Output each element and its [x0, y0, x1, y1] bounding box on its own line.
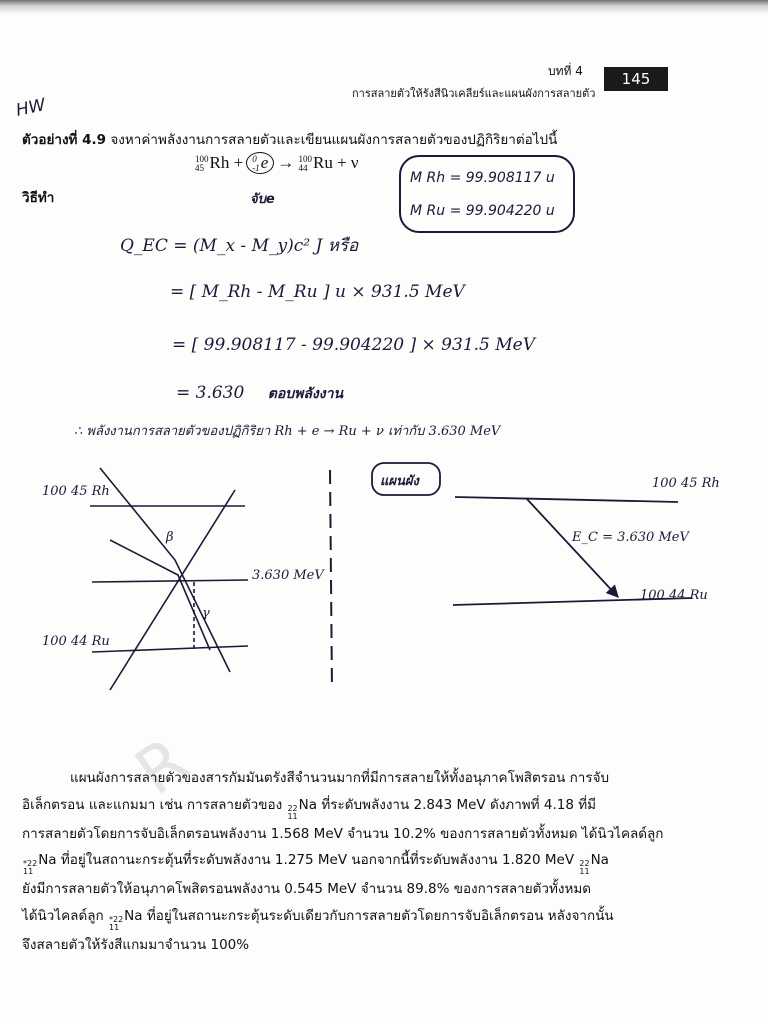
example-text: จงหาค่าพลังงานการสลายตัวและเขียนแผนผังการสลายตัวของปฏิกิริยาต่อไปนี้	[110, 132, 558, 148]
chapter-label: บทที่ 4	[548, 64, 583, 78]
captured-electron: 0 -1 e	[246, 152, 274, 174]
example-label: ตัวอย่างที่ 4.9	[22, 132, 107, 148]
body-line-2: อิเล็กตรอน และแกมมา เช่น การสลายตัวของ 22 11 Na ที่ระดับพลังงาน 2.843 MeV ดังภาพที่ 4.18 ที่มี	[22, 796, 597, 821]
body-line-4: *22 11 Na ที่อยู่ในสถานะกระตุ้นที่ระดับพลังงาน 1.275 MeV นอกจากนี้ที่ระดับพลังงาน 1.820 MeV 22 11 Na	[23, 852, 609, 876]
left-rh-label: 100 45 Rh	[42, 484, 110, 499]
parent-symbol: Rh	[209, 153, 230, 172]
left-curve-1	[100, 468, 230, 672]
center-divider	[330, 470, 332, 690]
left-energy-label: 3.630 MeV	[252, 568, 324, 583]
body-paragraph	[22, 765, 722, 958]
body-line-6: ได้นิวไคลด์ลูก *22 11 Na ที่อยู่ในสถานะกระตุ้นระดับเดียวกับการสลายตัวโดยการจับอิเล็กตรอน หลังจากนั้น	[22, 907, 614, 932]
product-symbol: Ru	[312, 153, 333, 172]
body-line-1: แผนผังการสลายตัวของสารกัมมันตรังสีจำนวนมากที่มีการสลายให้ทั้งอนุภาคโพสิตรอน การจับ	[70, 770, 610, 786]
right-decay-arrow	[526, 498, 618, 597]
work-line-3: = [ 99.908117 - 99.904220 ] × 931.5 MeV	[172, 335, 536, 355]
left-energy-level	[92, 580, 248, 582]
right-rh-label: 100 45 Rh	[652, 476, 720, 491]
right-rh-level	[455, 497, 678, 502]
left-gamma-label: γ	[202, 606, 210, 621]
conclusion-line: ∴ พลังงานการสลายตัวของปฏิกิริยา Rh + e → Ru + ν เท่ากับ 3.630 MeV	[74, 424, 501, 439]
work-line-1: Q_EC = (M_x - M_y)c² J หรือ	[120, 236, 359, 256]
faint-watermark: R	[122, 723, 202, 811]
right-diagram-title: แผนผัง	[380, 474, 419, 489]
body-line-5: ยังมีการสลายตัวให้อนุภาคโพสิตรอนพลังงาน 0.545 MeV จำนวน 89.8% ของการสลายตัวทั้งหมด	[22, 881, 592, 897]
na-isotope: 22 11	[287, 803, 298, 821]
right-arrow-label: E_C = 3.630 MeV	[572, 530, 689, 545]
left-beta-label: β	[166, 530, 174, 545]
ne-isotope: *22 11	[23, 859, 38, 876]
handwritten-hw-tag: HW	[14, 95, 48, 121]
work-line-4: = 3.630 ตอบพลังงาน	[176, 383, 344, 403]
reaction-equation: 100 45 Rh + 0 -1 e → 100 44 Ru + ν	[195, 153, 359, 174]
left-diagonal-line	[110, 490, 235, 690]
right-ru-label: 100 44 Ru	[640, 588, 708, 603]
left-ru-level	[92, 646, 248, 652]
answer-note: ตอบพลังงาน	[267, 386, 344, 402]
mass-rh: M Rh = 99.908117 u	[410, 170, 555, 186]
parent-iso: 100 45	[195, 154, 209, 174]
product-iso: 100 44	[298, 154, 312, 174]
body-line-7: จึงสลายตัวให้รังสีแกมมาจำนวน 100%	[22, 936, 250, 953]
capture-note: จับe	[250, 192, 275, 207]
neutrino-symbol: ν	[350, 153, 359, 172]
left-curve-2	[110, 540, 210, 650]
left-ru-label: 100 44 Ru	[42, 634, 110, 649]
page-number: 145	[604, 67, 668, 91]
work-line-2: = [ M_Rh - M_Ru ] u × 931.5 MeV	[170, 282, 465, 302]
body-line-3: การสลายตัวโดยการจับอิเล็กตรอนพลังงาน 1.568 MeV จำนวน 10.2% ของการสลายตัวทั้งหมด ได้นิวไคลด์ลูก	[22, 825, 664, 842]
mass-ru: M Ru = 99.904220 u	[410, 203, 555, 219]
chapter-subtitle: การสลายตัวให้รังสีนิวเคลียร์และแผนผังการสลายตัว	[352, 87, 596, 100]
solution-label: วิธีทำ	[22, 190, 55, 206]
